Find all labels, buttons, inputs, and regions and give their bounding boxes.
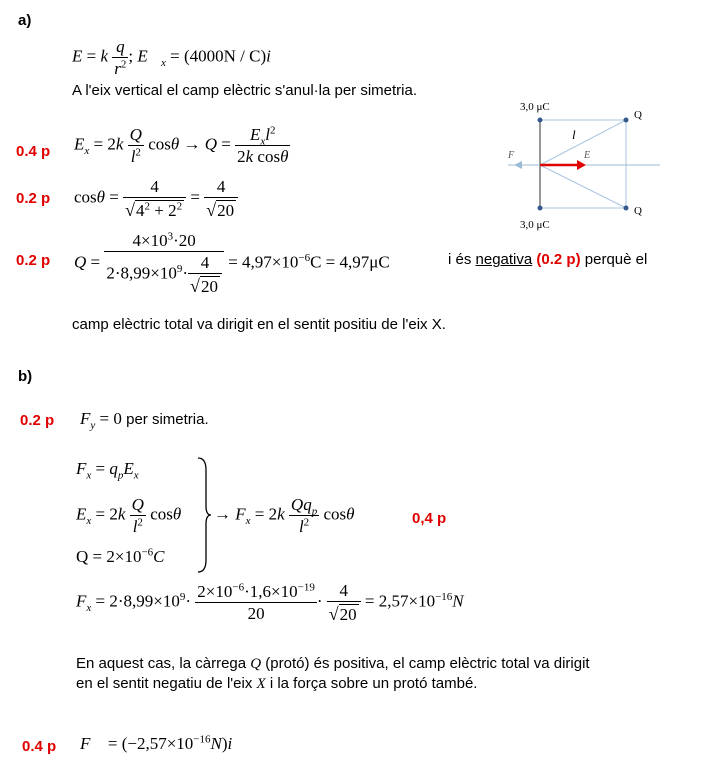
points-2: 0.2 p — [16, 190, 51, 207]
part-a-label: a) — [18, 12, 32, 29]
charge-diagram — [500, 96, 680, 236]
part-b-label: b) — [18, 368, 33, 385]
fx-arrowhead — [514, 161, 522, 169]
formula-q-result: Q = $4\times 10^3\cdot 20$ $2\cdot 8,99\times 10^9\cdot$ $\frac{4}{√20}$ = $4,97\times 10^{-6}C = 4,97\mu C$ — [74, 230, 390, 296]
camp-total-note: camp elèctric total va dirigit en el sentit positiu de l'eix X. — [72, 316, 446, 333]
label-fx: F — [508, 150, 515, 161]
formula-ex-q: $E_x = 2k$ $\frac{Q}{l^2}$ cosθ → Q = $\frac{E_xl^2}{\text{2k cosθ}}$ — [74, 124, 289, 166]
points-6: 0.4 p — [22, 738, 57, 755]
label-ex: E — [584, 150, 591, 161]
formula-ex-b: $E_x = 2k$ $\frac{Q}{l^2}$ cosθ — [76, 495, 182, 536]
diagonal-top — [540, 120, 626, 165]
formula-cos: cosθ = $\frac{4}{√4^2 + 2^2}$ = $\frac{4}{√20}$ — [74, 178, 238, 219]
formula-fx-qp: $F_x = q_pE_x$ — [76, 459, 139, 482]
charge-q-bottom — [624, 206, 629, 211]
points-1: 0.4 p — [16, 143, 51, 160]
formula-fx-numeric: $F_x = 2\cdot 8,99\times 10^9\cdot$ $\frac{2\times 10^{-6}\cdot 1,6\times 10^{-19}}{20}$ · $\frac{4}{√20}$ = $2,57\times 10^{-16}N$ — [76, 581, 464, 624]
label-q-bottom: Q — [634, 205, 642, 217]
right-brace — [196, 456, 212, 574]
label-q-top: Q — [634, 109, 642, 121]
final-note: En aquest cas, la càrrega Q (protó) és positiva, el camp elèctric total va dirigit en el sentit negatiu de l'eix X i la força sobre un protó també. — [76, 655, 590, 692]
points-5: 0,4 p — [412, 510, 447, 527]
formula-q-value: $Q = 2\times 10^{-6}C$ — [76, 546, 165, 566]
charge-top-label: 3,0 μC — [520, 101, 550, 113]
label-l: l — [572, 127, 576, 142]
charge-top-left — [538, 118, 543, 123]
formula-coulomb: E = k $\frac{q}{r^2}$ ; $E⃗_x = (4000N$ / C)i⃗ — [72, 37, 285, 78]
formula-fx-combined: → $F_x = 2k$ $\frac{Qq_p}{l^2}$ cosθ — [214, 495, 355, 536]
charge-bottom-left — [538, 206, 543, 211]
symmetry-note-a: A l'eix vertical el camp elèctric s'anul·la per simetria. — [72, 82, 418, 99]
formula-f-final: F⃗ = $(-2,57\times 10^{-16}N)i⃗$ — [80, 733, 246, 753]
points-3: 0.2 p — [16, 252, 51, 269]
charge-bottom-label: 3,0 μC — [520, 219, 550, 231]
ex-arrowhead — [577, 160, 586, 170]
negative-note: i és negativa (0.2 p) perquè el — [448, 251, 648, 268]
diagonal-bottom — [540, 165, 626, 208]
charge-q-top — [624, 118, 629, 123]
formula-fy: $F_y = 0$ per simetria. — [80, 409, 209, 432]
points-4: 0.2 p — [20, 412, 55, 429]
